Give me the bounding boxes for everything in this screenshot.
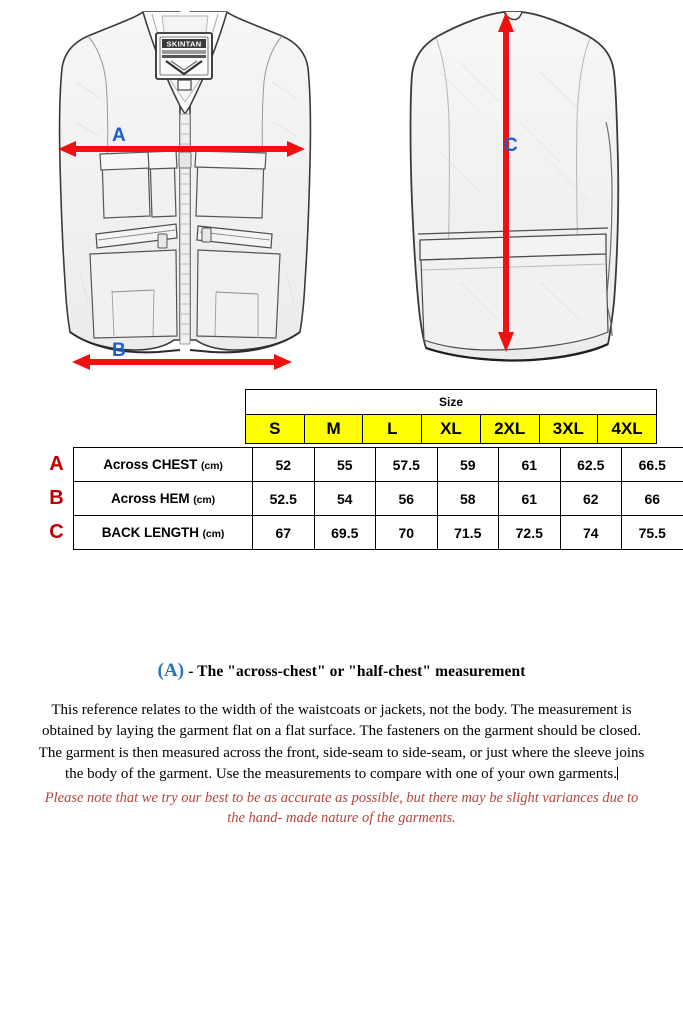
size-header-table xyxy=(245,389,657,444)
size-column-s: S xyxy=(246,415,305,444)
explanation-body-text: This reference relates to the width of the waistcoats or jackets, not the body. The measurement is obtained by laying the garment flat on a flat surface. The fasteners on the garment should be closed. The garment is then measured across the front, side-seam to side-seam, or just where the sleeve joins the body of the garment. Use the measurements to compare with one of your own garments. xyxy=(38,702,645,782)
size-column-xl: XL xyxy=(422,415,481,444)
measurement-table xyxy=(40,447,683,550)
row-label-c xyxy=(74,516,253,550)
size-title-row xyxy=(246,390,657,415)
explanation-heading-text: The "across-chest" or "half-chest" measurement xyxy=(197,663,526,680)
explanation-section xyxy=(0,660,683,828)
table-row xyxy=(40,482,683,516)
row-label-c-text: BACK LENGTH xyxy=(101,525,199,540)
cell-c-l: 70 xyxy=(376,516,438,550)
cell-b-3xl: 62 xyxy=(560,482,622,516)
size-column-m: M xyxy=(304,415,363,444)
size-column-2xl: 2XL xyxy=(480,415,539,444)
cell-c-2xl: 72.5 xyxy=(499,516,561,550)
explanation-body xyxy=(37,700,647,785)
cell-b-2xl: 61 xyxy=(499,482,561,516)
cell-b-m: 54 xyxy=(314,482,376,516)
cell-c-s: 67 xyxy=(253,516,315,550)
row-label-a-text: Across CHEST xyxy=(103,457,198,472)
size-columns-row xyxy=(246,415,657,444)
front-vest-illustration xyxy=(40,2,330,378)
cell-a-xl: 59 xyxy=(437,448,499,482)
row-label-b-text: Across HEM xyxy=(111,491,190,506)
explanation-heading-key: (A) xyxy=(157,660,185,681)
cell-c-4xl: 75.5 xyxy=(622,516,683,550)
measure-label-a: A xyxy=(112,125,126,146)
row-label-a xyxy=(74,448,253,482)
measure-label-c: C xyxy=(504,135,518,156)
table-row xyxy=(40,516,683,550)
explanation-heading-dash: - xyxy=(184,663,198,680)
row-key-c: C xyxy=(40,516,74,550)
cell-a-3xl: 62.5 xyxy=(560,448,622,482)
svg-text:SKINTAN: SKINTAN xyxy=(166,39,202,49)
row-label-b xyxy=(74,482,253,516)
row-unit-b: (cm) xyxy=(193,494,215,506)
cell-a-m: 55 xyxy=(314,448,376,482)
row-key-b: B xyxy=(40,482,74,516)
cell-b-l: 56 xyxy=(376,482,438,516)
cell-a-l: 57.5 xyxy=(376,448,438,482)
size-title-cell: Size xyxy=(246,390,657,415)
row-key-a: A xyxy=(40,448,74,482)
cell-c-m: 69.5 xyxy=(314,516,376,550)
size-column-4xl: 4XL xyxy=(598,415,657,444)
row-unit-c: (cm) xyxy=(202,528,225,540)
measure-arrow-b-graphic xyxy=(72,354,292,370)
explanation-note: Please note that we try our best to be as accurate as possible, but there may be slight variances due to the hand- made nature of the garments. xyxy=(44,790,639,827)
cell-a-s: 52 xyxy=(253,448,315,482)
cell-a-4xl: 66.5 xyxy=(622,448,683,482)
size-column-3xl: 3XL xyxy=(539,415,598,444)
cell-c-3xl: 74 xyxy=(560,516,622,550)
cell-a-2xl: 61 xyxy=(499,448,561,482)
vest-illustrations xyxy=(0,0,683,378)
text-caret xyxy=(617,767,618,780)
cell-c-xl: 71.5 xyxy=(437,516,499,550)
explanation-heading xyxy=(0,660,683,682)
measure-label-b: B xyxy=(112,340,126,361)
row-unit-a: (cm) xyxy=(200,460,223,472)
cell-b-xl: 58 xyxy=(437,482,499,516)
cell-b-4xl: 66 xyxy=(622,482,683,516)
cell-b-s: 52.5 xyxy=(253,482,315,516)
table-row xyxy=(40,448,683,482)
size-column-l: L xyxy=(363,415,422,444)
back-vest-illustration xyxy=(400,2,640,378)
